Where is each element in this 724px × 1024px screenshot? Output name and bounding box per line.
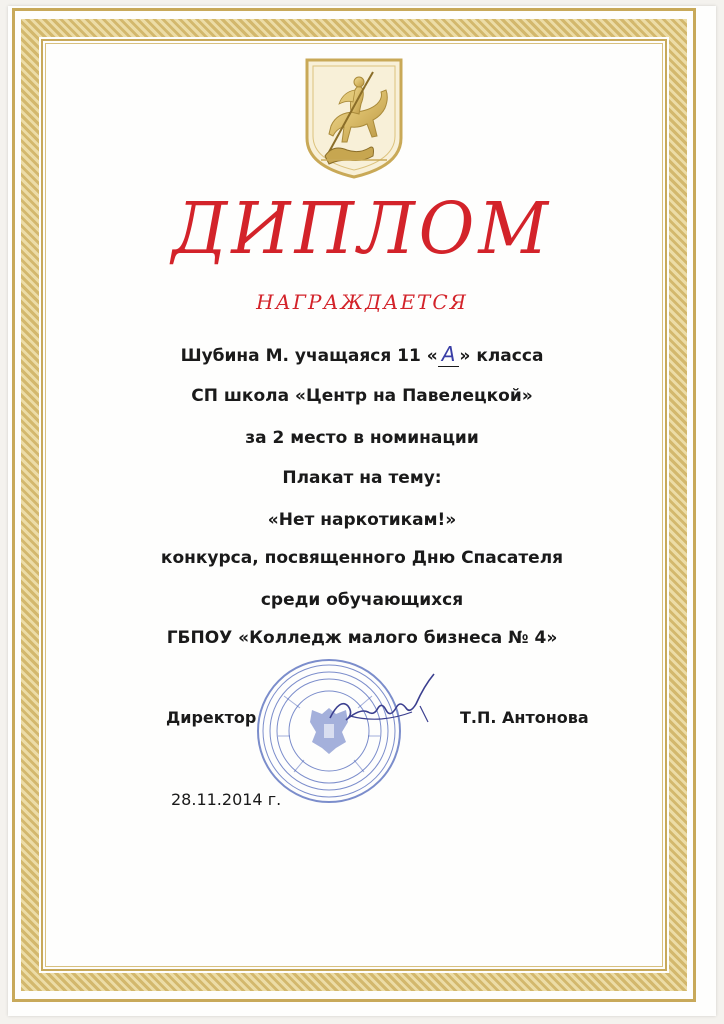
school-line: СП школа «Центр на Павелецкой» bbox=[191, 386, 533, 406]
moscow-coat-of-arms-icon bbox=[303, 56, 405, 180]
issue-date: 28.11.2014 г. bbox=[171, 790, 282, 809]
diploma-title: ДИПЛОМ bbox=[171, 188, 552, 271]
theme-line: «Нет наркотикам!» bbox=[267, 510, 457, 530]
place-line: за 2 место в номинации bbox=[245, 428, 479, 448]
frame-inner-line bbox=[45, 43, 663, 967]
class-letter-handwritten: А bbox=[438, 342, 460, 367]
awardee-text-after: » класса bbox=[459, 346, 544, 366]
college-line: ГБПОУ «Колледж малого бизнеса № 4» bbox=[166, 628, 558, 648]
contest-line: конкурса, посвященного Дню Спасателя bbox=[160, 548, 564, 568]
awardee-line bbox=[0, 342, 724, 366]
audience-line: среди обучающихся bbox=[260, 590, 464, 610]
director-label: Директор bbox=[166, 708, 257, 727]
director-signature bbox=[320, 668, 452, 738]
nomination-line: Плакат на тему: bbox=[282, 468, 442, 488]
awardee-text-before: Шубина М. учащаяся 11 « bbox=[180, 346, 438, 366]
director-name: Т.П. Антонова bbox=[460, 708, 589, 727]
diploma-subtitle: НАГРАЖДАЕТСЯ bbox=[256, 290, 468, 314]
